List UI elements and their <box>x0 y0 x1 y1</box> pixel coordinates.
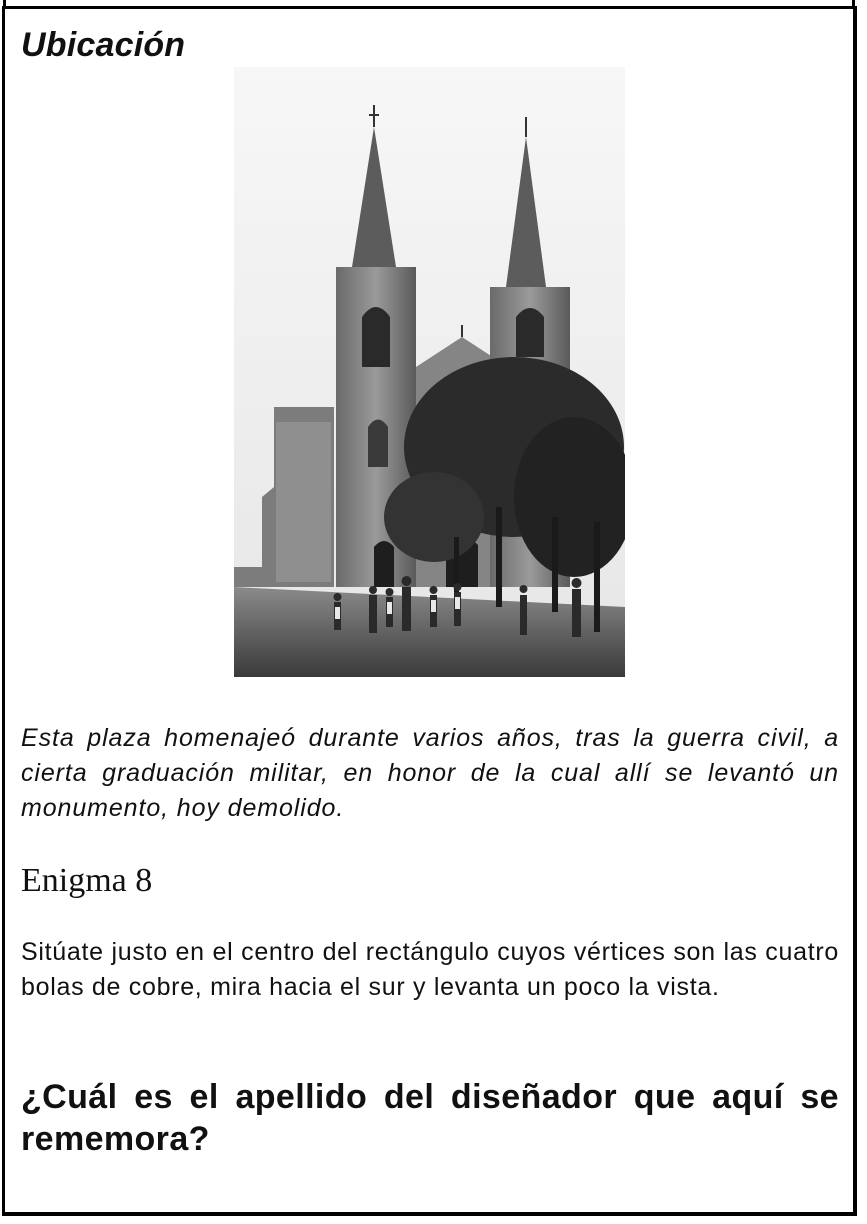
enigma-question: ¿Cuál es el apellido del diseñador que aquí se rememora? <box>21 1078 839 1158</box>
photo-caption: Esta plaza homenajeó durante varios años, tras la guerra civil, a cierta graduación militar, en honor de la cual allí se levantó un monumento, hoy demolido. <box>21 724 839 822</box>
enigma-text: Sitúate justo en el centro del rectángulo cuyos vértices son las cuatro bolas de cobre, mira hacia el sur y levanta un poco la vista. <box>21 938 839 1001</box>
location-heading: Ubicación <box>21 26 186 64</box>
enigma-title: Enigma 8 <box>21 862 153 899</box>
church-photo <box>234 67 625 677</box>
